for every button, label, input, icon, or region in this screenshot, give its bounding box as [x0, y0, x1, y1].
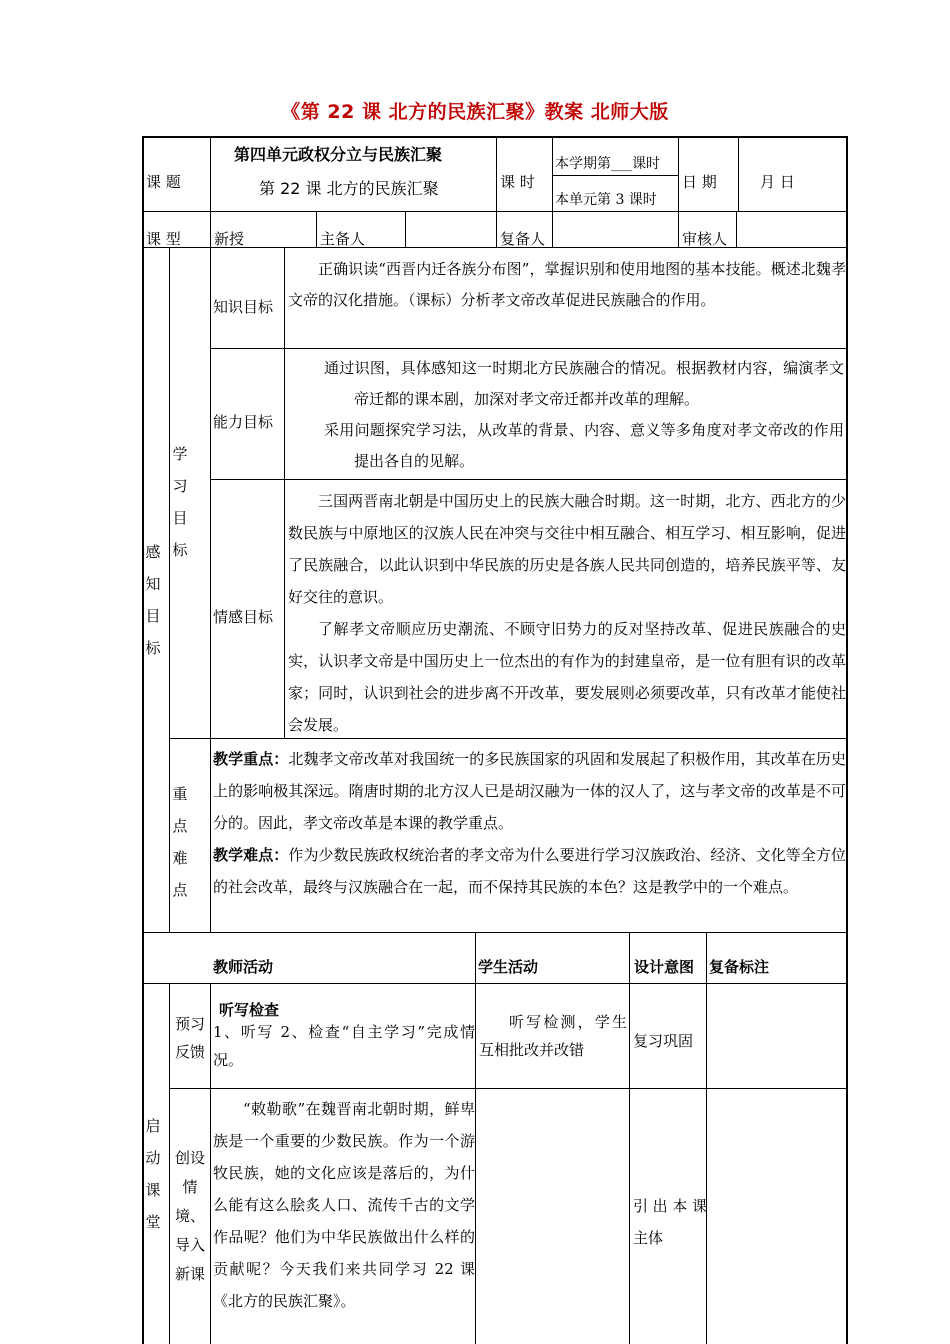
difficulty-text: 作为少数民族政权统治者的孝文帝为什么要进行学习汉族政治、经济、文化等全方位的社会改革，最终与汉族融合在一起，而不保持其民族的本色？这是教学中的一个难点。	[213, 846, 846, 896]
period-unit: 本单元第 3 课时	[555, 192, 657, 208]
focus-label: 教学重点：	[213, 750, 289, 768]
knowledge-goal-text: 正确识读“西晋内迁各族分布图”，掌握识别和使用地图的基本技能。概述北魏孝文帝的汉化措施。（课标）分析孝文帝改革促进民族融合的作用。	[288, 260, 846, 309]
knowledge-goal-label: 知识目标	[213, 298, 274, 316]
key-points-text	[213, 743, 846, 903]
dictation-check-title: 听写检查	[219, 1001, 280, 1019]
type-value: 新授	[214, 230, 245, 248]
emotion-goal-label: 情感目标	[213, 608, 274, 626]
outer-goal-label: 感知目标	[145, 543, 161, 657]
emotion-goal-text	[288, 485, 846, 741]
period-semester: 本学期第___课时	[555, 156, 660, 172]
date-value: 月 日	[760, 173, 795, 191]
student-activity-header: 学生活动	[478, 958, 539, 976]
focus-text: 北魏孝文帝改革对我国统一的多民族国家的巩固和发展起了积极作用，其改革在历史上的影响极其深远。隋唐时期的北方汉人已是胡汉融为一体的汉人了，这与孝文帝的改革是不可分的。因此，孝文帝改革是本课的教学重点。	[213, 750, 846, 832]
situation-intent: 引出本课主体	[633, 1197, 707, 1247]
topic-label: 课 题	[146, 173, 181, 191]
preview-intent: 复习巩固	[633, 1032, 694, 1050]
reviewer-label: 审核人	[682, 230, 728, 248]
emotion-goal-text-1: 三国两晋南北朝是中国历史上的民族大融合时期。这一时期，北方、西北方的少数民族与中原地区的汉族人民在冲突与交往中相互融合、相互学习、相互影响，促进了民族融合，以此认识到中华民族的历史是各族人民共同创造的，培养民族平等、友好交往的意识。	[288, 492, 846, 606]
co-preparer-label: 复备人	[500, 230, 546, 248]
document-title: 《第 22 课 北方的民族汇聚》教案 北师大版	[281, 101, 669, 123]
dictation-check-text: 1、听写 2、检查“自主学习”完成情况。	[213, 1023, 475, 1069]
difficulty-label: 教学难点：	[213, 846, 289, 864]
situation-intro-label: 创设情境、导入新课	[174, 1149, 205, 1283]
period-label: 课 时	[500, 173, 535, 191]
type-label: 课 型	[146, 230, 181, 248]
lead-preparer-label: 主备人	[320, 230, 366, 248]
review-note-header: 复备标注	[709, 958, 770, 976]
ability-goal-text-2: 采用问题探究学习法，从改革的背景、内容、意义等多角度对孝文帝改的作用提出各自的见解。	[324, 421, 844, 470]
unit-title: 第四单元政权分立与民族汇聚	[234, 145, 443, 164]
teacher-activity-header: 教师活动	[213, 958, 274, 976]
ability-goal-text-1: 通过识图，具体感知这一时期北方民族融合的情况。根据教材内容，编演孝文帝迁都的课本剧，加深对孝文帝迁都并改革的理解。	[324, 359, 844, 408]
preview-feedback-label: 预习反馈	[174, 1015, 205, 1061]
ability-goal-label: 能力目标	[213, 413, 274, 431]
student-dictation-text: 听写检测，学生互相批改并改错	[479, 1013, 627, 1059]
key-difficult-label: 重点难点	[172, 785, 188, 899]
lesson-title: 第 22 课 北方的民族汇聚	[259, 179, 439, 198]
emotion-goal-text-2: 了解孝文帝顺应历史潮流、不顾守旧势力的反对坚持改革、促进民族融合的史实，认识孝文帝是中国历史上一位杰出的有作为的封建皇帝，是一位有胆有识的改革家；同时，认识到社会的进步离不开改革，要发展则必须要改革，只有改革才能使社会发展。	[288, 620, 846, 734]
ability-goal-text	[324, 353, 844, 477]
date-label: 日 期	[682, 173, 717, 191]
learning-goal-label: 学习目标	[172, 445, 188, 559]
situation-teacher-text: “敕勒歌”在魏晋南北朝时期，鲜卑族是一个重要的少数民族。作为一个游牧民族，她的文化应该是落后的，为什么能有这么脍炙人口、流传千古的文学作品呢？他们为中华民族做出什么样的贡献呢？今天我们来共同学习 22 课《北方的民族汇聚》。	[213, 1100, 475, 1310]
startup-label: 启动课堂	[145, 1117, 161, 1231]
design-intent-header: 设计意图	[634, 958, 695, 976]
